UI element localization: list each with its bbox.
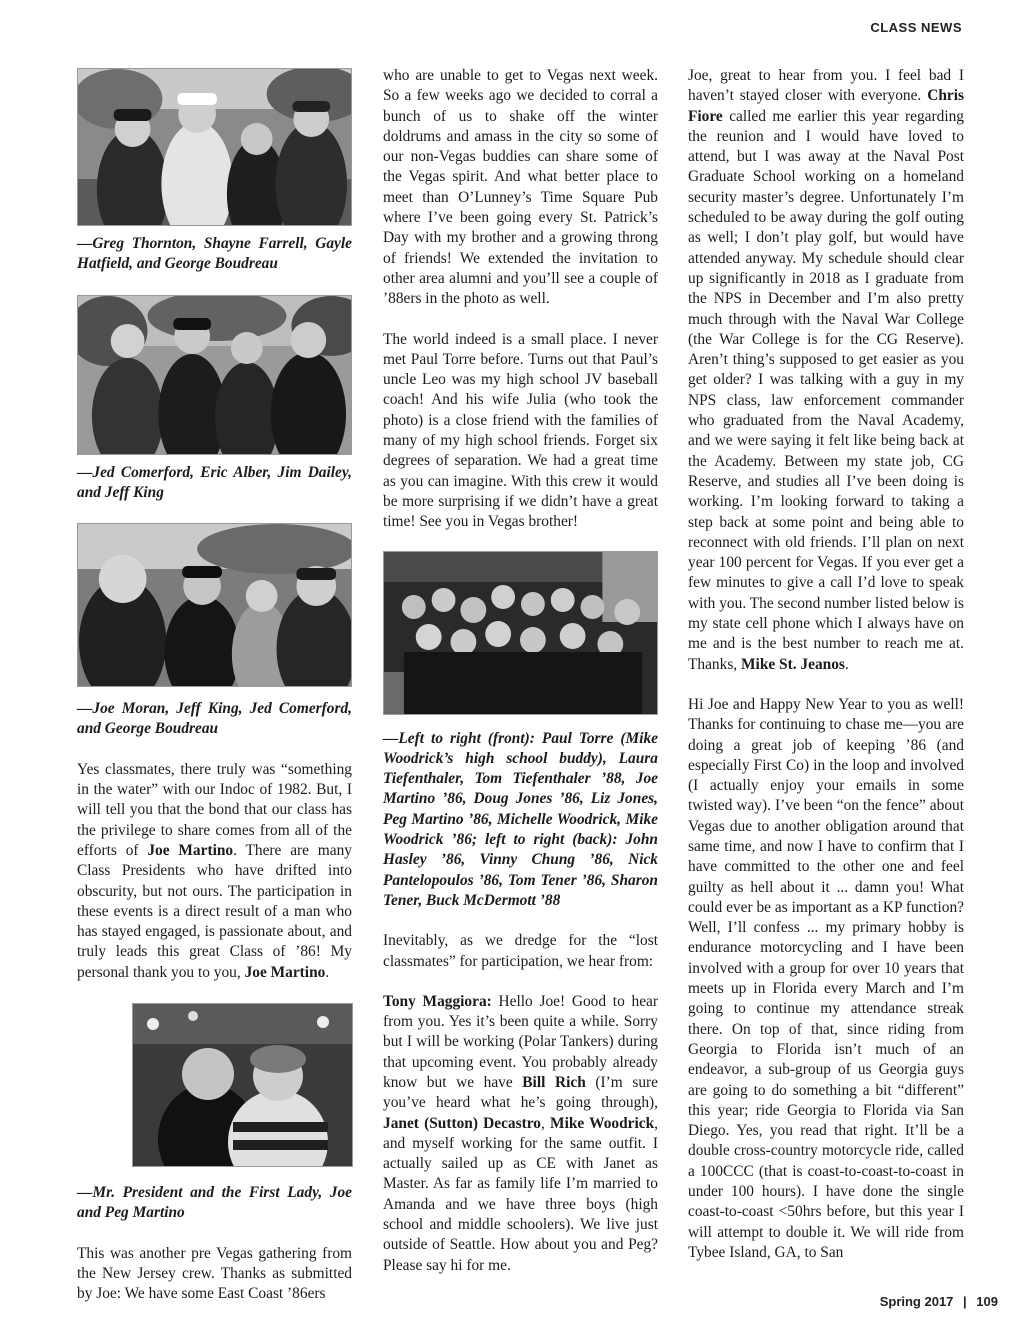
photo2-caption: —Jed Comerford, Eric Alber, Jim Dailey, and Jeff King (77, 463, 352, 501)
photo-golfers-3 (77, 523, 352, 687)
page-number: 109 (976, 1294, 998, 1309)
photo3-caption: —Joe Moran, Jeff King, Jed Comerford, and George Boudreau (77, 700, 352, 738)
col3-paragraph-2: Hi Joe and Happy New Year to you as well! Thanks for continuing to chase me—you are doing a great job of keeping ’86 (and especially First Co) in the loop and involved (I actually enjoy your emails in some twisted way). I’ve been “on the fence” about Vegas due to another obligation around that same time, and now I have to confirm that I have committed to the other one and feel guilty as hell about it ... damn you! What could ever be as important as a KP function? Well, I’ll confess ... my primary hobby is endurance motorcycling and I have been involved with a group for over 10 years that meets up in Florida every March and I’m going to continue my attendance streak there. On top of that, since riding from Georgia to Florida isn’t much of an endeavor, a sub-group of us Georgia guys are going to do something a bit “different” this year; ride Georgia to Florida via San Diego. Yes, you read that right. It’ll be a double cross-country motorcycle ride, called a 100CCC (that is coast-to-coast-to-coast in under 100 hours). I have done the single coast-to-coast <50hrs before, but this year I will attempt to double it. We will ride from Tybee Island, GA, to San (688, 695, 964, 1261)
page-footer (880, 1294, 998, 1309)
col2-paragraph-3: Inevitably, as we dredge for the “lost classmates” for participation, we hear from: (383, 932, 658, 970)
photo-pub-group (383, 551, 658, 715)
photo-golfers-2 (77, 295, 352, 455)
col2-paragraph-1: who are unable to get to Vegas next week. So a few weeks ago we decided to corral a bunch of us to shake off the winter doldrums and amass in the city so some of our non-Vegas buddies can share some of the Vegas spirit. And what better place to meet than O’Lunney’s Time Square Pub where I’ve been going every St. Patrick’s Day with my brother and a growing throng of friends! We extended the invitation to other area alumni and you’ll see a couple of ’88ers in the photo as well. (383, 67, 658, 308)
footer-separator: | (963, 1294, 967, 1309)
pub-photo-caption: —Left to right (front): Paul Torre (Mike Woodrick’s high school buddy), Laura Tiefenthaler, Tom Tiefenthaler ’88, Joe Martino ’86, Doug Jones ’86, Liz Jones, Peg Martino ’86, Michelle Woodrick, Mike Woodrick ’86; left to right (back): John Hasley ’86, Vinny Chung ’86, Nick Pantelopoulos ’86, Tom Tener ’86, Sharon Tener, Buck McDermott ’88 (383, 729, 658, 909)
photo-martinos (132, 1003, 353, 1167)
col1-paragraph-2: This was another pre Vegas gathering from the New Jersey crew. Thanks as submitted by Joe: We have some East Coast ’86ers (77, 1244, 352, 1303)
photo-golfers-1 (77, 68, 352, 226)
photo4-caption: —Mr. President and the First Lady, Joe and Peg Martino (77, 1184, 352, 1222)
photo1-caption: —Greg Thornton, Shayne Farrell, Gayle Hatfield, and George Boudreau (77, 235, 352, 273)
col2-paragraph-4: Tony Maggiora: Hello Joe! Good to hear from you. Yes it’s been quite a while. Sorry but I will be working (Polar Tankers) during that upcoming event. You probably already know but we have Bill Rich (I’m sure you’ve heard what he’s going through), Janet (Sutton) Decastro, Mike Woodrick, and myself working for the same outfit. I actually sailed up as CE with Janet as Master. As far as family life I’m married to Amanda and we have three boys (high school and middle schoolers). We live just outside of Seattle. How about you and Peg? Please say hi for me. (383, 992, 658, 1274)
column-1 (77, 68, 352, 1305)
column-2 (383, 66, 658, 1276)
col1-paragraph-1: Yes classmates, there truly was “something in the water” with our Indoc of 1982. But, I will tell you that the bond that our class has the privilege to share comes from all of the efforts of Joe Martino. There are many Class Presidents who have drifted into obscurity, but not ours. The participation in these events is a direct result of a man who has stayed engaged, is passionate about, and truly leads this great Class of ’86! My personal thank you to you, Joe Martino. (77, 760, 353, 981)
col2-paragraph-2: The world indeed is a small place. I never met Paul Torre before. Turns out that Paul’s uncle Leo was my high school JV baseball coach! And his wife Julia (who took the photo) is a close friend with the families of many of my high school friends. Forget six degrees of separation. We had a great time as you can imagine. With this crew it would be more surprising if we didn’t have a great time! See you in Vegas brother! (383, 330, 658, 531)
issue-label: Spring 2017 (879, 1294, 954, 1309)
column-3 (688, 66, 964, 1263)
col3-paragraph-1: Joe, great to hear from you. I feel bad I haven’t stayed closer with everyone. Chris Fiore called me earlier this year regarding the reunion and I would have loved to attend, but I was away at the Naval Post Graduate School working on a homeland security master’s degree. Unfortunately I’m scheduled to be away during the golf outing as well; I don’t play golf, but would have attended anyway. My schedule should clear up significantly in 2018 as I graduate from the NPS in December and I’m also pretty much through with the Naval War College (the War College is for the CG Reserve). Aren’t thing’s supposed to get easier as you get older? I was talking with a guy in my NPS class, law enforcement commander who graduated from the Naval Academy, and we were saying it felt like being back at the Academy. Between my state job, CG Reserve, and studies all I’ve been doing is working. I’m looking forward to taking a step back at some point and being able to reconnect with old friends. I’ll plan on next year 100 percent for Vegas. If you ever get a few minutes to give a call I’d love to speak with you. The second number listed below is my state cell phone which I always have on me and is the best number to reach me at. Thanks, Mike St. Jeanos. (688, 67, 964, 673)
section-header: CLASS NEWS (870, 20, 962, 35)
